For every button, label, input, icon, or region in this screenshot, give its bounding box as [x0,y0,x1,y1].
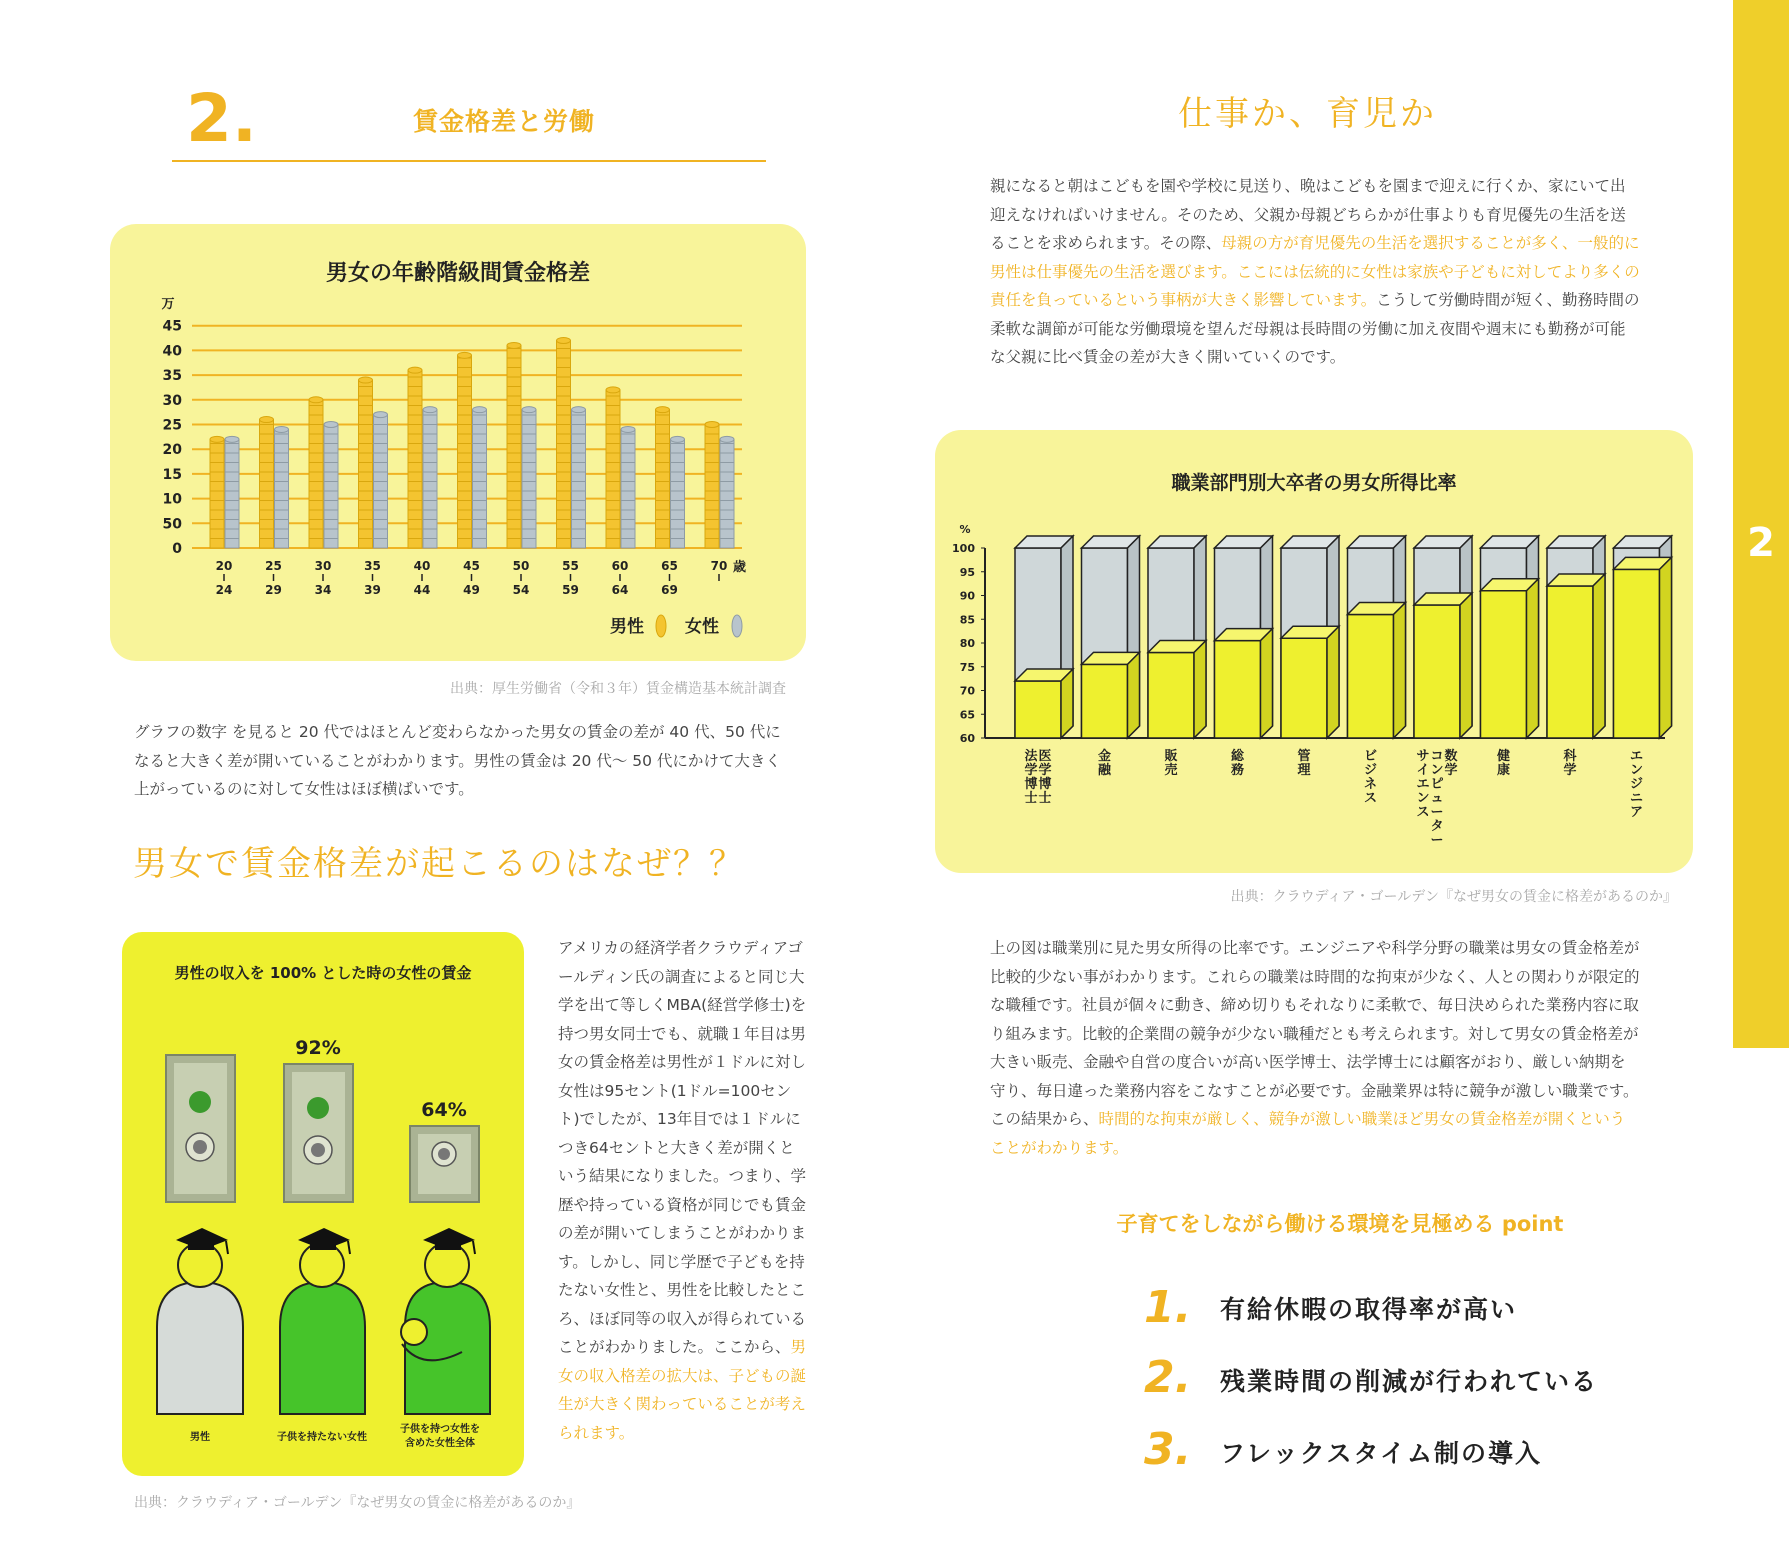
male-coin-stack [606,387,620,548]
mba-description [558,934,808,1447]
chart1-x-label-top: 60 [611,559,629,573]
male-coin-stack [656,407,670,548]
chart1-x-label-top: 70 [710,559,728,573]
chart2-x-label: 医学博士 [1038,749,1052,806]
point-2-number: 2. [1144,1352,1192,1403]
points-heading: 子育てをしながら働ける環境を見極める point [1116,1212,1564,1236]
work-or-childcare-text [990,172,1640,372]
occupation-bar [1281,536,1339,738]
occupation-ratio-chart [935,430,1693,873]
female-coin-stack [225,436,239,548]
chart1-y-tick: 45 [162,318,182,335]
label-nochild-female: 子供を持たない女性 [277,1432,367,1443]
chart1-age-unit: 歳 [733,560,747,575]
chart1-x-label-bottom: 24 [215,583,233,597]
occupation-bar [1215,536,1273,738]
chart2-unit: % [959,523,971,536]
chart2-title: 職業部門別大卒者の男女所得比率 [1171,472,1457,494]
mba-description-main: アメリカの経済学者クラウディアゴールディン氏の調査によると同じ大学を出て等しくMBA(経営学修士)を持つ男女同士でも、就職１年目は男女の賃金格差は男性が１ドルに対し女性は95セント(1ドル=100セント)でしたが、13年目では１ドルにつき64セントと大きく差が開くという結果になりました。つまり、学歴や持っている資格が同じでも賃金の差が開いてしまうことがわかります。しかし、同じ学歴で子どもを持たない女性と、男性を比較したところ、ほぼ同等の収入が得られていることがわかりました。ここから、 [558,939,807,1356]
chart1-x-label-bottom: 29 [265,583,282,597]
chart2-y-tick: 70 [959,684,975,698]
chart2-y-tick: 95 [959,565,975,579]
male-coin-stack [458,352,472,548]
female-graduate-icon [280,1228,365,1414]
chart1-y-tick: 25 [162,417,182,434]
pct-64-label: 64% [421,1099,467,1121]
female-coin-stack [324,422,338,549]
para3-part-a: 親になると朝はこどもを園や学校に見送り、晩はこどもを園まで迎えに行くか、家にいて出迎えなければいけません。そのため、父親か母親どちらかが仕事よりも育児優先の生活を送ることを求められます。その際、 [990,177,1626,252]
occupation-bar [1348,536,1406,738]
chart2-y-tick: 100 [952,542,975,555]
mother-graduate-icon [401,1228,490,1414]
label-all-female-2: 含めた女性全体 [405,1438,475,1449]
chart2-x-label: 数学 [1444,749,1458,778]
occupation-bar [1414,536,1472,738]
chart1-x-label-top: 35 [364,559,381,573]
female-coin-stack [671,436,685,548]
chart1-y-tick: 35 [162,368,182,385]
male-coin-stack [260,417,274,548]
male-coin-stack [507,342,521,548]
occupation-bar [1082,536,1140,738]
female-coin-stack [621,426,635,548]
chart2-y-tick: 90 [959,589,975,603]
chart2-x-label: 総務 [1230,749,1245,778]
chart1-x-label-top: 25 [265,559,282,573]
chart2-x-label: 法学博士 [1024,749,1038,806]
chart2-x-label: 健康 [1496,749,1511,778]
chart1-x-label-bottom: 44 [413,583,431,597]
chart1-x-label-bottom: 54 [512,583,530,597]
chart1-x-label-bottom: 49 [463,583,480,597]
para3-highlight: 母親の方が育児優先の生活を選択することが多く、一般的に男性は仕事優先の生活を選びます。ここには伝統的に女性は家族や子どもに対してより多くの責任を負っているという事柄が大きく影響しています。 [990,234,1640,309]
chart2-source: 出典：クラウディア・ゴールデン『なぜ男女の賃金に格差があるのか』 [1230,889,1677,905]
chart2-x-label: 金融 [1097,749,1112,778]
chart1-x-label-top: 55 [562,559,579,573]
mba-card-title: 男性の収入を 100% とした時の女性の賃金 [174,964,472,982]
chart1-x-label-top: 50 [512,559,530,573]
chart2-y-tick: 80 [959,637,975,650]
occupation-bar [1481,536,1539,738]
chart1-unit: 万 [161,297,175,312]
para4-highlight: 時間的な拘束が厳しく、競争が激しい職業ほど男女の賃金格差が開くということがわかります。 [990,1110,1626,1157]
chart2-y-tick: 65 [959,708,975,722]
chart2-x-label: 管理 [1297,749,1311,778]
point-1-text: 有給休暇の取得率が高い [1220,1295,1518,1324]
chart1-x-label-bottom: 39 [364,583,381,597]
female-coin-stack [423,407,437,548]
female-coin-stack [572,407,586,548]
chart1-x-label-bottom: 69 [661,583,678,597]
label-male: 男性 [190,1432,210,1443]
chart1-y-tick: 15 [162,466,182,483]
para4-main: 上の図は職業別に見た男女所得の比率です。エンジニアや科学分野の職業は男女の賃金格差が比較的少ない事がわかります。これらの職業は時間的な拘束が少なく、人との関わりが限定的な職種です。社員が個々に動き、締め切りもそれなりに柔軟で、毎日決められた業務内容に取り組みます。比較的企業間の競争が少ない職種だとも考えられます。対して男女の賃金格差が大きい販売、金融や自営の度合いが高い医学博士、法学博士には顧客がおり、厳しい納期を守り、毎日違った業務内容をこなすことが必要です。金融業界は特に競争が激しい職業です。この結果から、 [990,939,1640,1128]
chart1-x-label-top: 20 [215,559,233,573]
chart1-x-label-top: 65 [661,559,678,573]
male-graduate-icon [157,1228,243,1414]
para3-part-c: こうして労働時間が短く、勤務時間の柔軟な調節が可能な労働環境を望んだ母親は長時間の労働に加え夜間や週末にも勤務が可能な父親に比べ賃金の差が大きく開いていくのです。 [990,291,1640,366]
right-heading: 仕事か、育児か [1178,94,1437,134]
legend-female-coin-icon [732,615,742,637]
female-coin-stack [374,412,388,548]
chart1-y-tick: 20 [162,442,182,459]
chart1-x-label-top: 40 [413,559,431,573]
occupation-description [990,934,1640,1162]
female-coin-stack [720,436,734,548]
chart1-x-label-bottom: 64 [611,583,629,597]
occupation-bar [1614,536,1672,738]
section-number: 2. [186,80,257,157]
chart1-y-tick: 30 [162,392,182,409]
chart2-x-label: ビジネス [1363,749,1378,806]
male-coin-stack [359,377,373,548]
pct-92-label: 92% [295,1037,341,1059]
chart1-description: グラフの数字 を見ると 20 代ではほとんど変わらなかった男女の賃金の差が 40 代、50 代になると大きく差が開いていることがわかります。男性の賃金は 20 代～ 50 代にかけて大きく上がっているのに対して女性はほぼ横ばいです。 [134,723,781,798]
why-heading: 男女で賃金格差が起こるのはなぜ？？ [133,844,745,884]
mba-card-source: 出典：クラウディア・ゴールデン『なぜ男女の賃金に格差があるのか』 [134,1495,581,1511]
male-coin-stack [210,436,224,548]
female-coin-stack [522,407,536,548]
point-1-number: 1. [1144,1282,1192,1333]
section-tab-number: 2 [1747,520,1775,566]
occupation-bar [1015,536,1073,738]
section-rule [172,160,766,162]
female-coin-stack [275,426,289,548]
chart1-y-tick: 40 [162,343,182,360]
chart2-x-label: コンピューター [1430,749,1444,848]
chart1-x-label-top: 30 [314,559,332,573]
section-title: 賃金格差と労働 [413,107,596,136]
female-coin-stack [473,407,487,548]
point-3-text: フレックスタイム制の導入 [1220,1439,1543,1468]
chart1-source: 出典：厚生労働省（令和３年）賃金構造基本統計調査 [450,681,786,697]
chart1-title: 男女の年齢階級間賃金格差 [325,261,590,286]
chart1-y-tick: 0 [172,541,182,557]
legend-male-coin-icon [656,615,666,637]
occupation-bar [1547,536,1605,738]
dollar-bill-icon [410,1126,479,1202]
chart2-x-label: 販売 [1164,749,1178,778]
label-all-female-1: 子供を持つ女性を [400,1424,480,1435]
chart2-x-label: エンジニア [1629,749,1644,820]
chart2-y-tick: 85 [959,613,975,627]
point-3-number: 3. [1144,1424,1192,1475]
legend-male-label: 男性 [610,617,644,637]
chart2-x-label: サイエンス [1416,749,1430,820]
chart1-x-label-bottom: 34 [314,583,332,597]
male-coin-stack [557,338,571,548]
dollar-bill-icon [284,1064,353,1202]
male-coin-stack [705,422,719,549]
occupation-bar [1148,536,1206,738]
chart1-x-label-top: 45 [463,559,480,573]
mba-description-highlight: 男女の収入格差の拡大は、子どもの誕生が大きく関わっていることが考えられます。 [558,1338,807,1442]
chart2-x-label: 科学 [1563,749,1577,778]
mba-wage-illustration [122,932,524,1476]
legend-female-label: 女性 [685,617,719,637]
chart2-y-tick: 60 [959,732,975,745]
chart2-y-tick: 75 [959,660,975,674]
chart1-x-label-bottom: 59 [562,583,579,597]
chart1-y-tick: 10 [162,491,182,508]
male-coin-stack [309,397,323,548]
point-2-text: 残業時間の削減が行われている [1220,1367,1599,1396]
dollar-bill-icon [166,1055,235,1202]
male-coin-stack [408,367,422,548]
chart1-y-tick: 50 [162,516,182,533]
age-wage-chart [110,224,806,661]
